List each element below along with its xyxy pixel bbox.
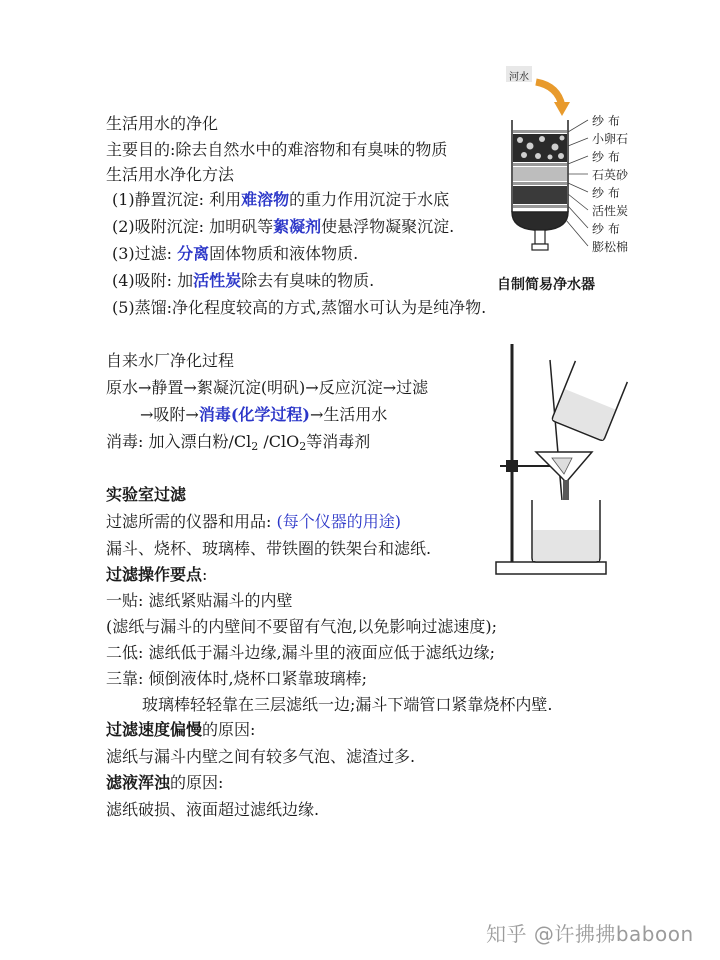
disinfect-line: 消毒: 加入漂白粉$/Cl_2$ /ClO$_2$等消毒剂 <box>106 432 371 453</box>
layer-label-6: 活性炭 <box>592 204 629 218</box>
method-2: (2)吸附沉淀: 加明矾等絮凝剂使悬浮物凝聚沉淀. <box>112 217 455 236</box>
point-3: 三靠: 倾倒液体时,烧杯口紧靠玻璃棒; <box>106 669 367 688</box>
equipment-line: 过滤所需的仪器和用品: (每个仪器的用途) <box>106 512 401 531</box>
method-1: (1)静置沉淀: 利用难溶物的重力作用沉淀于水底 <box>112 190 450 209</box>
section-title-purification: 生活用水的净化 <box>106 114 219 133</box>
method-5: (5)蒸馏:净化程度较高的方式,蒸馏水可认为是纯净物. <box>112 298 487 317</box>
turbid-reason: 滤纸破损、液面超过滤纸边缘. <box>106 800 320 819</box>
equipment-list: 漏斗、烧杯、玻璃棒、带铁圈的铁架台和滤纸. <box>106 539 432 558</box>
layer-label-5: 纱 布 <box>592 186 620 200</box>
layer-label-3: 纱 布 <box>592 150 620 164</box>
layer-label-8: 膨松棉 <box>592 240 629 254</box>
purpose-text: 主要目的:除去自然水中的难溶物和有臭味的物质 <box>106 140 448 159</box>
point-1: 一贴: 滤纸紧贴漏斗的内壁 <box>106 591 293 610</box>
slow-title: 过滤速度偏慢的原因: <box>106 720 256 739</box>
waterworks-line-1: 原水→静置→絮凝沉淀(明矾)→反应沉淀→过滤 <box>106 378 429 397</box>
section-title-waterworks: 自来水厂净化过程 <box>106 351 235 370</box>
method-3: (3)过滤: 分离固体物质和液体物质. <box>112 244 359 263</box>
layer-label-1: 纱 布 <box>592 114 620 128</box>
filter-caption: 自制简易净水器 <box>497 277 595 293</box>
layer-label-7: 纱 布 <box>592 222 620 236</box>
turbid-title: 滤液浑浊的原因: <box>106 773 224 792</box>
point-3-detail: 玻璃棒轻轻靠在三层滤纸一边;漏斗下端管口紧靠烧杯内壁. <box>142 695 553 714</box>
points-title: 过滤操作要点: <box>106 565 208 584</box>
layer-label-4: 石英砂 <box>592 168 629 182</box>
river-water-label: 河水 <box>509 72 529 83</box>
lab-filtration-figure <box>492 340 712 580</box>
watermark: 知乎 @许拂拂baboon <box>486 922 694 946</box>
layer-label-2: 小卵石 <box>592 132 629 146</box>
point-2: 二低: 滤纸低于漏斗边缘,漏斗里的液面应低于滤纸边缘; <box>106 643 495 662</box>
slow-reason: 滤纸与漏斗内壁之间有较多气泡、滤渣过多. <box>106 747 416 766</box>
point-1-detail: (滤纸与漏斗的内壁间不要留有气泡,以免影响过滤速度); <box>106 617 497 636</box>
section-title-lab: 实验室过滤 <box>106 485 187 504</box>
waterworks-line-2: →吸附→消毒(化学过程)→生活用水 <box>140 405 388 424</box>
methods-title: 生活用水净化方法 <box>106 165 235 184</box>
method-4: (4)吸附: 加活性炭除去有臭味的物质. <box>112 271 375 290</box>
